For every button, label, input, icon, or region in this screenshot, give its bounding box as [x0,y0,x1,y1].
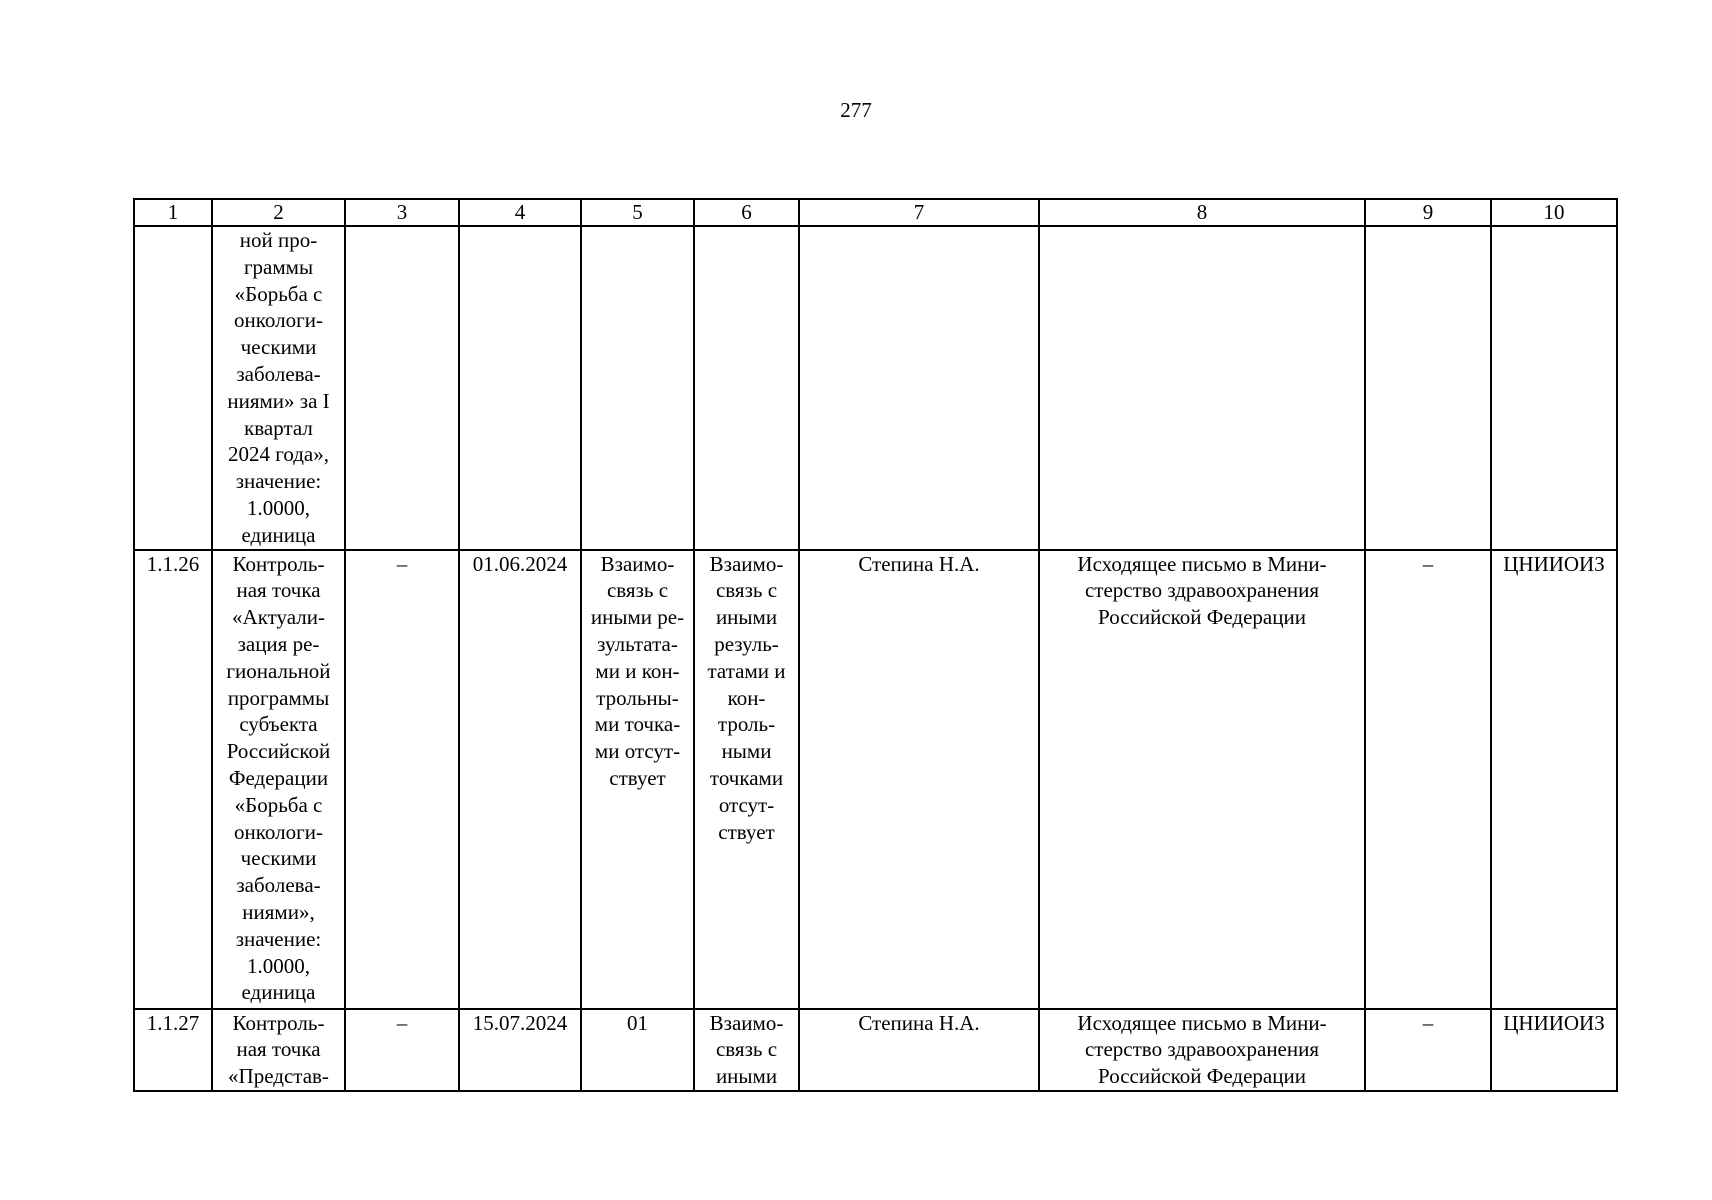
cell-responsible: Степина Н.А. [799,550,1039,1009]
cell-description: Контроль- ная точка «Актуали- зация ре- гиональной программы субъекта Российской Федерации «Борьба с онкологи- ческими заболева- ниями», значение: 1.0000, единица [212,550,345,1009]
cell-date: 15.07.2024 [459,1009,581,1091]
header-cell-2: 2 [212,199,345,226]
document-table [133,198,1618,1092]
cell-organization [1491,226,1617,550]
cell-col6: Взаимо- связь с иными [694,1009,799,1091]
table-row [134,1009,1617,1091]
cell-responsible: Степина Н.А. [799,1009,1039,1091]
header-cell-3: 3 [345,199,459,226]
header-cell-9: 9 [1365,199,1491,226]
header-row [134,199,1617,226]
cell-col5: 01 [581,1009,694,1091]
cell-document: Исходящее письмо в Мини- стерство здравоохранения Российской Федерации [1039,550,1365,1009]
cell-col9 [1365,226,1491,550]
cell-number: 1.1.26 [134,550,212,1009]
cell-col5 [581,226,694,550]
cell-date: 01.06.2024 [459,550,581,1009]
cell-number [134,226,212,550]
header-cell-8: 8 [1039,199,1365,226]
cell-document [1039,226,1365,550]
cell-responsible [799,226,1039,550]
cell-description: ной про- граммы «Борьба с онкологи- ческими заболева- ниями» за I квартал 2024 года», значение: 1.0000, единица [212,226,345,550]
table-row [134,550,1617,1009]
header-cell-4: 4 [459,199,581,226]
cell-col9: – [1365,1009,1491,1091]
cell-col3 [345,226,459,550]
header-cell-7: 7 [799,199,1039,226]
cell-description: Контроль- ная точка «Представ- [212,1009,345,1091]
cell-col9: – [1365,550,1491,1009]
header-cell-5: 5 [581,199,694,226]
cell-col3: – [345,550,459,1009]
cell-col6 [694,226,799,550]
cell-organization: ЦНИИОИЗ [1491,550,1617,1009]
cell-document: Исходящее письмо в Мини- стерство здравоохранения Российской Федерации [1039,1009,1365,1091]
cell-date [459,226,581,550]
header-cell-10: 10 [1491,199,1617,226]
page-number: 277 [840,98,872,122]
header-cell-1: 1 [134,199,212,226]
header-cell-6: 6 [694,199,799,226]
cell-number: 1.1.27 [134,1009,212,1091]
table-row [134,226,1617,550]
cell-col3: – [345,1009,459,1091]
cell-col5: Взаимо- связь с иными ре- зультата- ми и кон- трольны- ми точка- ми отсут- ствует [581,550,694,1009]
cell-organization: ЦНИИОИЗ [1491,1009,1617,1091]
cell-col6: Взаимо- связь с иными резуль- татами и кон- троль- ными точками отсут- ствует [694,550,799,1009]
